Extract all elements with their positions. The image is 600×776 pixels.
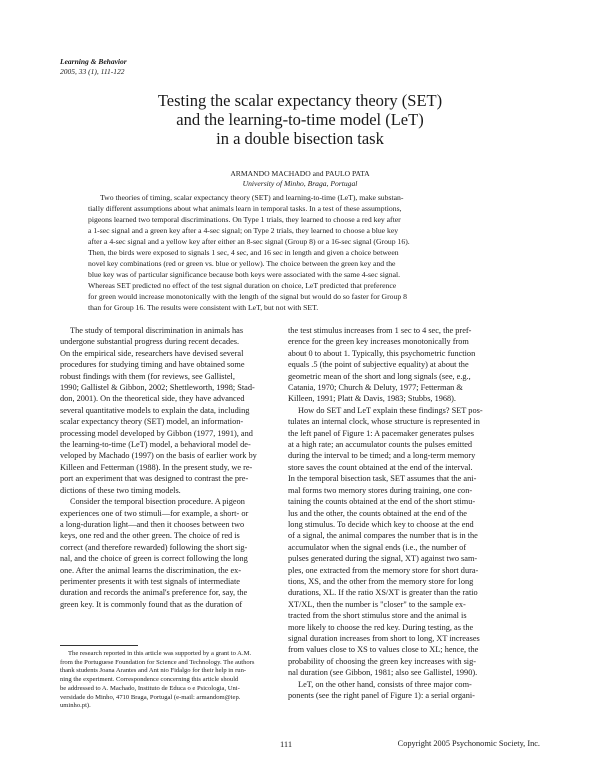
page-number: 111 <box>280 739 293 749</box>
abstract <box>88 193 514 313</box>
abstract-line: a 1-sec signal and a green key after a 4-sec signal; on Type 2 trials, they learned to choose a blue key <box>88 225 399 235</box>
body-text-line: procedures for studying timing and have obtained some <box>60 360 245 370</box>
footnote-line: be addressed to A. Machado, Instituto de Educa o e Psicologia, Uni- <box>60 684 240 692</box>
right-column <box>288 325 520 701</box>
author-names: ARMANDO MACHADO and PAULO PATA <box>230 169 370 178</box>
footnote-line: ning the experiment. Correspondence concerning this article should <box>60 676 239 684</box>
body-text-line: How do SET and LeT explain these findings? SET pos- <box>298 405 483 415</box>
body-text-line: pulses generated during the signal, XT) against two sam- <box>288 554 478 564</box>
footnote-rule <box>60 645 138 646</box>
journal-name: Learning & Behavior <box>60 57 127 66</box>
abstract-line: novel key combinations (red or green vs. blue or yellow). The choice between the green key and the <box>88 258 396 268</box>
body-text-line: veloped by Machado (1997) on the basis of earlier work by <box>60 451 257 461</box>
body-text-line: several quantitative models to explain the data, including <box>60 405 250 415</box>
body-text-line: the learning-to-time (LeT) model, a behavioral model de- <box>60 440 251 450</box>
footnote-line: The research reported in this article was supported by a grant to A.M. <box>68 650 252 657</box>
abstract-line: tially different assumptions about what animals learn in temporal tasks. In a test of these assumptions, <box>88 203 402 213</box>
abstract-line: Then, the birds were exposed to signals 1 sec, 4 sec, and 16 sec in length and given a choice between <box>88 247 399 257</box>
body-text-line: mal forms two memory stores during training, one con- <box>288 485 473 495</box>
body-text-line: tions, XS, and the other from the memory store for long <box>288 576 474 586</box>
body-text-line: more likely to choose the red key. During testing, as the <box>288 622 474 632</box>
body-text-line: XT/XL, then the number is "closer" to the sample ex- <box>288 599 466 609</box>
body-text-line: signal duration increases from short to long, XT increases <box>288 633 480 643</box>
body-text-line: robust findings with them (for reviews, see Gallistel, <box>60 371 235 381</box>
body-text-line: lus and the other, the counts obtained at the end of the <box>288 508 467 518</box>
body-text-line: don, 2001). On the theoretical side, they have advanced <box>60 394 245 404</box>
body-text-line: long stimulus. To decide which key to choose at the end <box>288 519 474 529</box>
footnote <box>60 650 290 711</box>
body-text-line: equals .5 (the point of subjective equality) at about the <box>288 360 469 370</box>
body-text-line: 1990; Gallistel & Gibbon, 2002; Shettleworth, 1998; Stad- <box>60 383 255 393</box>
body-text-line: keys, one red and the other green. The choice of red is <box>60 531 240 541</box>
title-line: Testing the scalar expectancy theory (SET) <box>157 91 443 110</box>
body-text-line: perimenter presents it with test signals of intermediate <box>60 576 240 586</box>
body-text-line: the left panel of Figure 1: A pacemaker generates pulses <box>288 428 474 438</box>
body-text-line: erence for the green key increases monotonically from <box>288 337 469 347</box>
abstract-line: than for Group 16. The results were consistent with LeT, but not with SET. <box>88 302 319 312</box>
body-text-line: during the interval to be timed; and a long-term memory <box>288 451 476 461</box>
title-line: in a double bisection task <box>216 129 384 148</box>
footnote-line: from the Portuguese Foundation for Science and Technology. The authors <box>60 658 255 666</box>
body-text-line: the test stimulus increases from 1 sec to 4 sec, the pref- <box>288 326 472 335</box>
footnote-line: versidade do Minho, 4710 Braga, Portugal (e-mail: armandom@iep. <box>60 693 241 701</box>
body-text-line: correct (and therefore rewarded) following the short sig- <box>60 542 248 552</box>
body-text-line: about 0 to about 1. Typically, this psychometric function <box>288 348 476 358</box>
body-text-line: green key. It is commonly found that as the duration of <box>60 599 243 609</box>
journal-volume: 2005, 33 (1), 111-122 <box>60 66 125 76</box>
body-text-line: a long-duration light—and then it chooses between two <box>60 519 245 529</box>
body-text-line: geometric mean of the short and long signals (see, e.g., <box>288 371 471 381</box>
article-title <box>60 91 540 148</box>
body-text-line: nal duration (see Gibbon, 1981; also see Gallistel, 1990). <box>288 668 478 678</box>
abstract-line: Whereas SET predicted no effect of the test signal duration on choice, LeT predicted that preference <box>88 280 397 290</box>
body-text-line: of a signal, the animal compares the number that is in the <box>288 531 478 541</box>
body-text-line: On the empirical side, researchers have devised several <box>60 348 244 358</box>
body-text-line: one. After the animal learns the discrimination, the ex- <box>60 565 242 575</box>
body-text-line: taining the counts obtained at the end of the short stimu- <box>288 497 476 507</box>
body-text-line: store saves the count obtained at the end of the interval. <box>288 462 473 472</box>
body-text-line: duration and records the animal's preference for, say, the <box>60 588 248 598</box>
footnote-line: thank students Joana Arantes and Ant nio Fidalgo for their help in run- <box>60 667 247 675</box>
abstract-line: after a 4-sec signal and a yellow key after either an 8-sec signal (Group 8) or a 16-sec signal (Group 16). <box>88 236 410 246</box>
body-text-line: tracted from the short stimulus store and the animal is <box>288 611 467 621</box>
body-text-line: experiences one of two stimuli—for example, a short- or <box>60 508 249 518</box>
footnote-line: uminho.pt). <box>60 702 91 710</box>
body-text-line: nal, and the choice of green is correct following the long <box>60 554 248 564</box>
body-text-line: ples, one extracted from the memory store for short dura- <box>288 565 479 575</box>
body-text-line: scalar expectancy theory (SET) model, an information- <box>60 417 244 427</box>
abstract-line: pigeons learned two temporal discriminations. On Type 1 trials, they learned to choose a red key after <box>88 214 401 224</box>
body-text-line: port an experiment that was designed to contrast the pre- <box>60 474 249 484</box>
abstract-line: blue key was of particular significance because both keys were associated with the same 4-sec signal. <box>88 269 401 279</box>
body-text-line: probability of choosing the green key increases with sig- <box>288 656 477 666</box>
body-text-line: LeT, on the other hand, consists of three major com- <box>298 679 472 689</box>
body-text-line: Killeen, 1991; Platt & Davis, 1983; Stubbs, 1968). <box>288 394 457 404</box>
left-column <box>60 325 290 610</box>
journal-header <box>60 57 127 76</box>
body-text-line: Killeen and Fetterman (1988). In the present study, we re- <box>60 462 253 472</box>
body-text-line: tulates an internal clock, whose structure is represented in <box>288 417 480 427</box>
body-text-line: dictions of these two timing models. <box>60 485 181 495</box>
title-line: and the learning-to-time model (LeT) <box>176 110 424 129</box>
body-text-line: at a high rate; an accumulator counts the pulses emitted <box>288 440 473 450</box>
abstract-line: Two theories of timing, scalar expectancy theory (SET) and learning-to-time (LeT), make substan- <box>100 193 404 202</box>
body-text-line: The study of temporal discrimination in animals has <box>70 326 244 335</box>
copyright-notice: Copyright 2005 Psychonomic Society, Inc. <box>397 739 540 748</box>
author-affiliation: University of Minho, Braga, Portugal <box>242 178 358 188</box>
body-text-line: durations, XL. If the ratio XS/XT is greater than the ratio <box>288 588 478 598</box>
author-block <box>60 169 540 188</box>
abstract-line: for green would increase monotonically with the length of the signal but would do so faster for Group 8 <box>88 291 407 301</box>
body-text-line: Consider the temporal bisection procedure. A pigeon <box>70 497 245 507</box>
body-text-line: accumulator when the signal ends (i.e., the number of <box>288 542 467 552</box>
body-text-line: undergone substantial progress during recent decades. <box>60 337 240 347</box>
body-text-line: processing model developed by Gibbon (1977, 1991), and <box>60 428 253 438</box>
body-text-line: ponents (see the right panel of Figure 1): a serial organi- <box>288 691 475 700</box>
body-text-line: from values close to XS to values close to XL; hence, the <box>288 645 479 655</box>
body-text-line: In the temporal bisection task, SET assumes that the ani- <box>288 474 477 484</box>
body-text-line: Catania, 1970; Church & Deluty, 1977; Fetterman & <box>288 383 463 393</box>
